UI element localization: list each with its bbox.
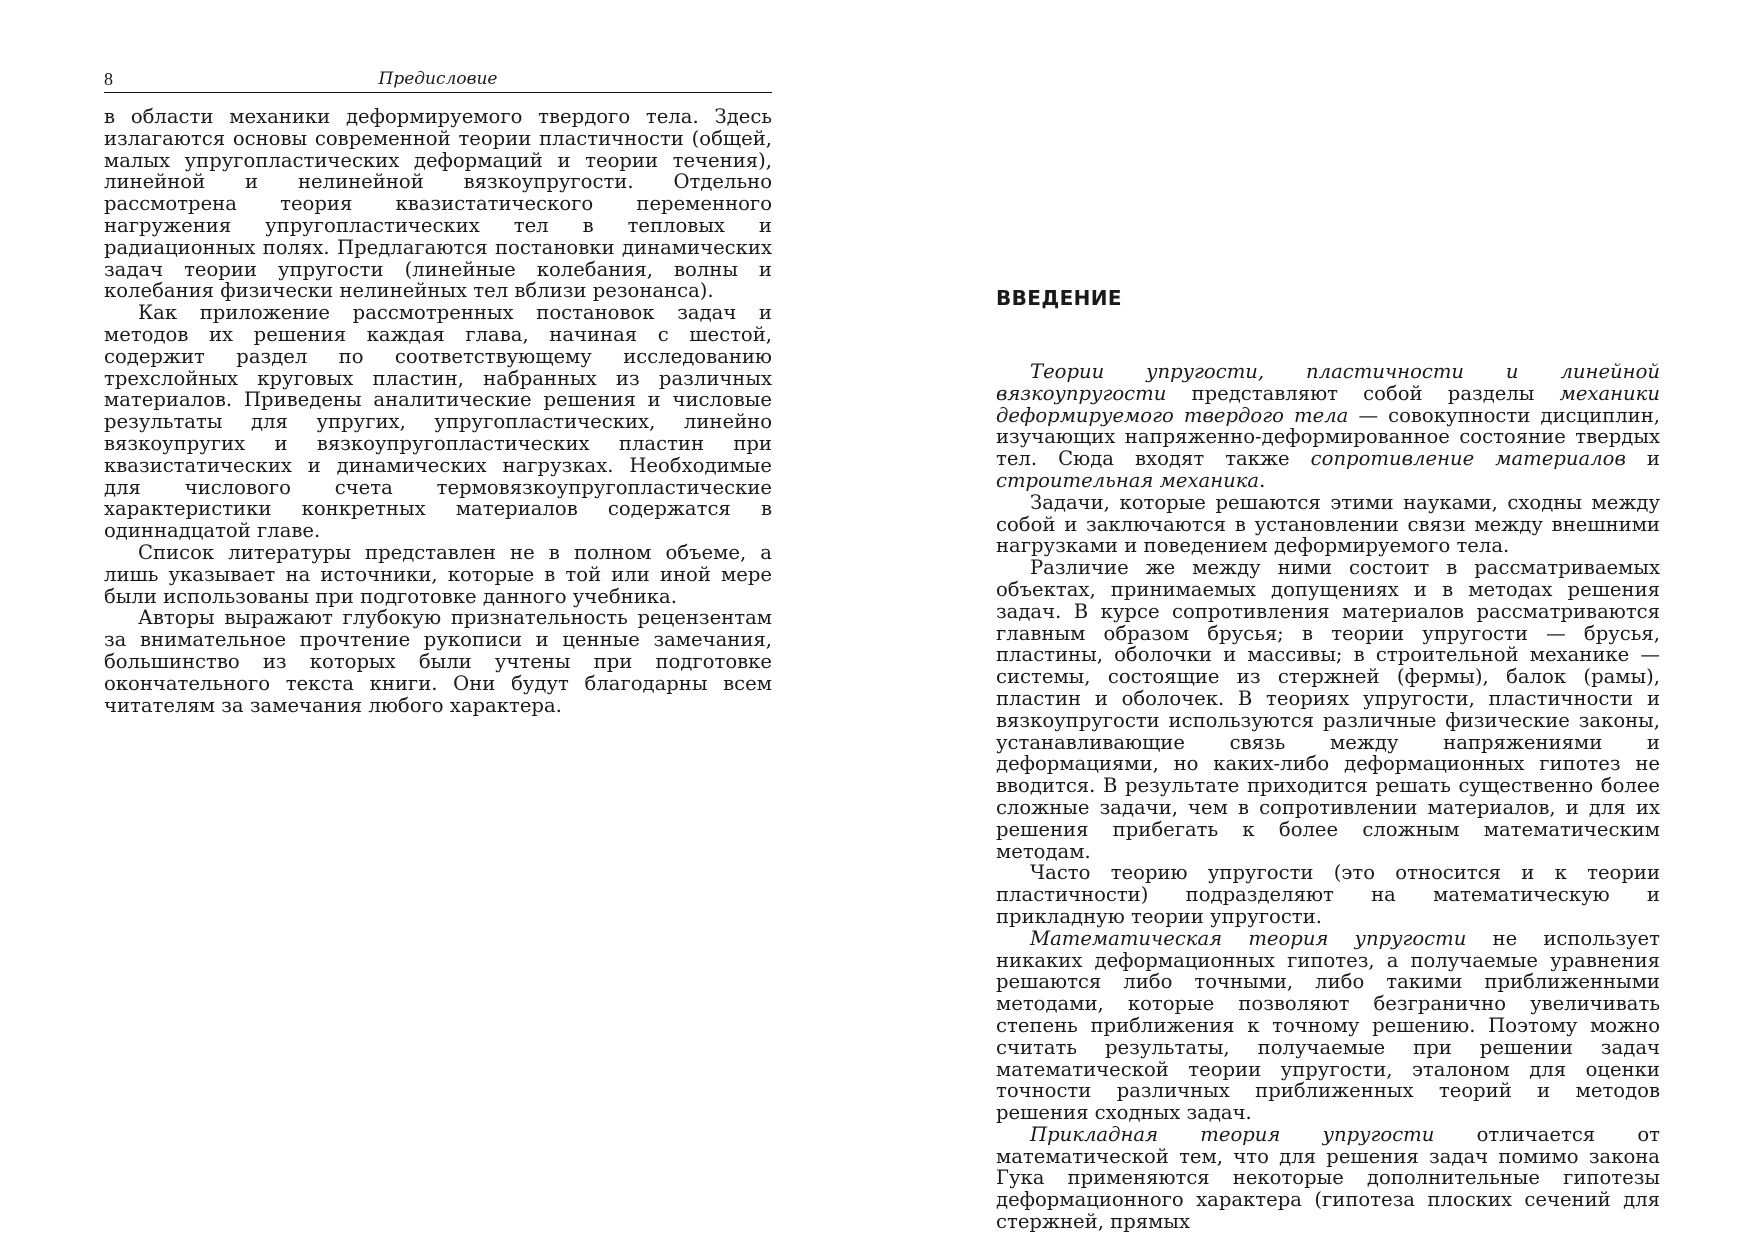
paragraph: в области механики деформируемого твердого тела. Здесь излагаются основы современной теории пластичности (общей, малых упругопластических деформаций и теории течения), линейной и нелинейной вязкоупругости. Отдельно рассмотрена теория квазистатического переменного нагружения упругопластических тел в тепловых и радиационных полях. Предлагаются постановки динамических задач теории упругости (линейные колебания, волны и колебания физически нелинейных тел вблизи резонанса). (104, 105, 772, 303)
text-run: . (1259, 468, 1266, 492)
italic-term: сопротивление материалов (1310, 447, 1626, 471)
paragraph: Список литературы представлен не в полном объеме, а лишь указывает на источники, которые в той или иной мере были использованы при подготовке данного учебника. (104, 540, 772, 608)
text-run: не использует никаких деформационных гипотез, а получаемые уравнения решаются либо точными, либо такими приближенными методами, которые позволяют безгранично увеличивать степень приближения к точному решению. Поэтому можно считать результаты, получаемые при решении задач математической теории упругости, эталоном для оценки точности различных приближенных теорий и методов решения сходных задач. (996, 926, 1660, 1125)
paragraph: Авторы выражают глубокую признательность рецензентам за внимательное прочтение рукописи и ценные замечания, большинство из которых были учтены при подготовке окончательного текста книги. Они будут благодарны всем читателям за замечания любого характера. (104, 606, 772, 717)
text-run: — совокупности дисциплин, изучающих напряженно-деформированное состояние твердых тел. Сюда входят также (996, 403, 1660, 471)
right-body-text (996, 361, 1660, 1233)
running-title: Предисловие (378, 69, 498, 89)
text-run: отличается от математической тем, что для решения задач помимо закона Гука применяются некоторые дополнительные гипотезы деформационного характера (гипотеза плоских сечений для стержней, прямых (996, 1122, 1660, 1234)
paragraph: Различие же между ними состоит в рассматриваемых объектах, принимаемых допущениях и в методах решения задач. В курсе сопротивления материалов рассматриваются главным образом брусья; в теории упругости — брусья, пластины, оболочки и массивы; в строительной механике — системы, состоящие из стержней (фермы), балок (рамы), пластин и оболочек. В теориях упругости, пластичности и вязкоупругости используются различные физические законы, устанавливающие связь между напряжениями и деформациями, но каких-либо деформационных гипотез не вводится. В результате приходится решать существенно более сложные задачи, чем в сопротивлении материалов, и для их решения прибегать к более сложным математическим методам. (996, 556, 1660, 863)
paragraph (996, 928, 1660, 1124)
text-run: и (1625, 447, 1660, 471)
italic-term: механики деформируемого твердого тела (996, 381, 1660, 427)
running-head (104, 68, 772, 93)
italic-term: Математическая теория упругости (1030, 926, 1467, 950)
text-run: представляют собой разделы (1166, 381, 1560, 405)
page-number: 8 (104, 69, 113, 89)
paragraph: Часто теорию упругости (это относится и к теории пластичности) подразделяют на математическую и прикладную теории упругости. (996, 861, 1660, 928)
paragraph: Как приложение рассмотренных постановок задач и методов их решения каждая глава, начиная с шестой, содержит раздел по соответствующему исследованию трехслойных круговых пластин, набранных из различных материалов. Приведены аналитические решения и числовые результаты для упругих, упругопластических, линейно вязкоупругих и вязкоупругопластических пластин при квазистатических и динамических нагрузках. Необходимые для числового счета термовязкоупругопластические характеристики конкретных материалов содержатся в одиннадцатой главе. (104, 301, 772, 543)
italic-term: Теории упругости, пластичности и линейной вязкоупругости (996, 360, 1660, 405)
italic-term: Прикладная теория упругости (1030, 1122, 1435, 1146)
paragraph (996, 361, 1660, 492)
italic-term: строительная механика (996, 468, 1260, 492)
chapter-heading: ВВЕДЕНИЕ (996, 286, 1122, 310)
left-body-text (104, 106, 772, 716)
paragraph (996, 1124, 1660, 1233)
paragraph: Задачи, которые решаются этими науками, сходны между собой и заключаются в установлении связи между внешними нагрузками и поведением деформируемого тела. (996, 490, 1660, 558)
